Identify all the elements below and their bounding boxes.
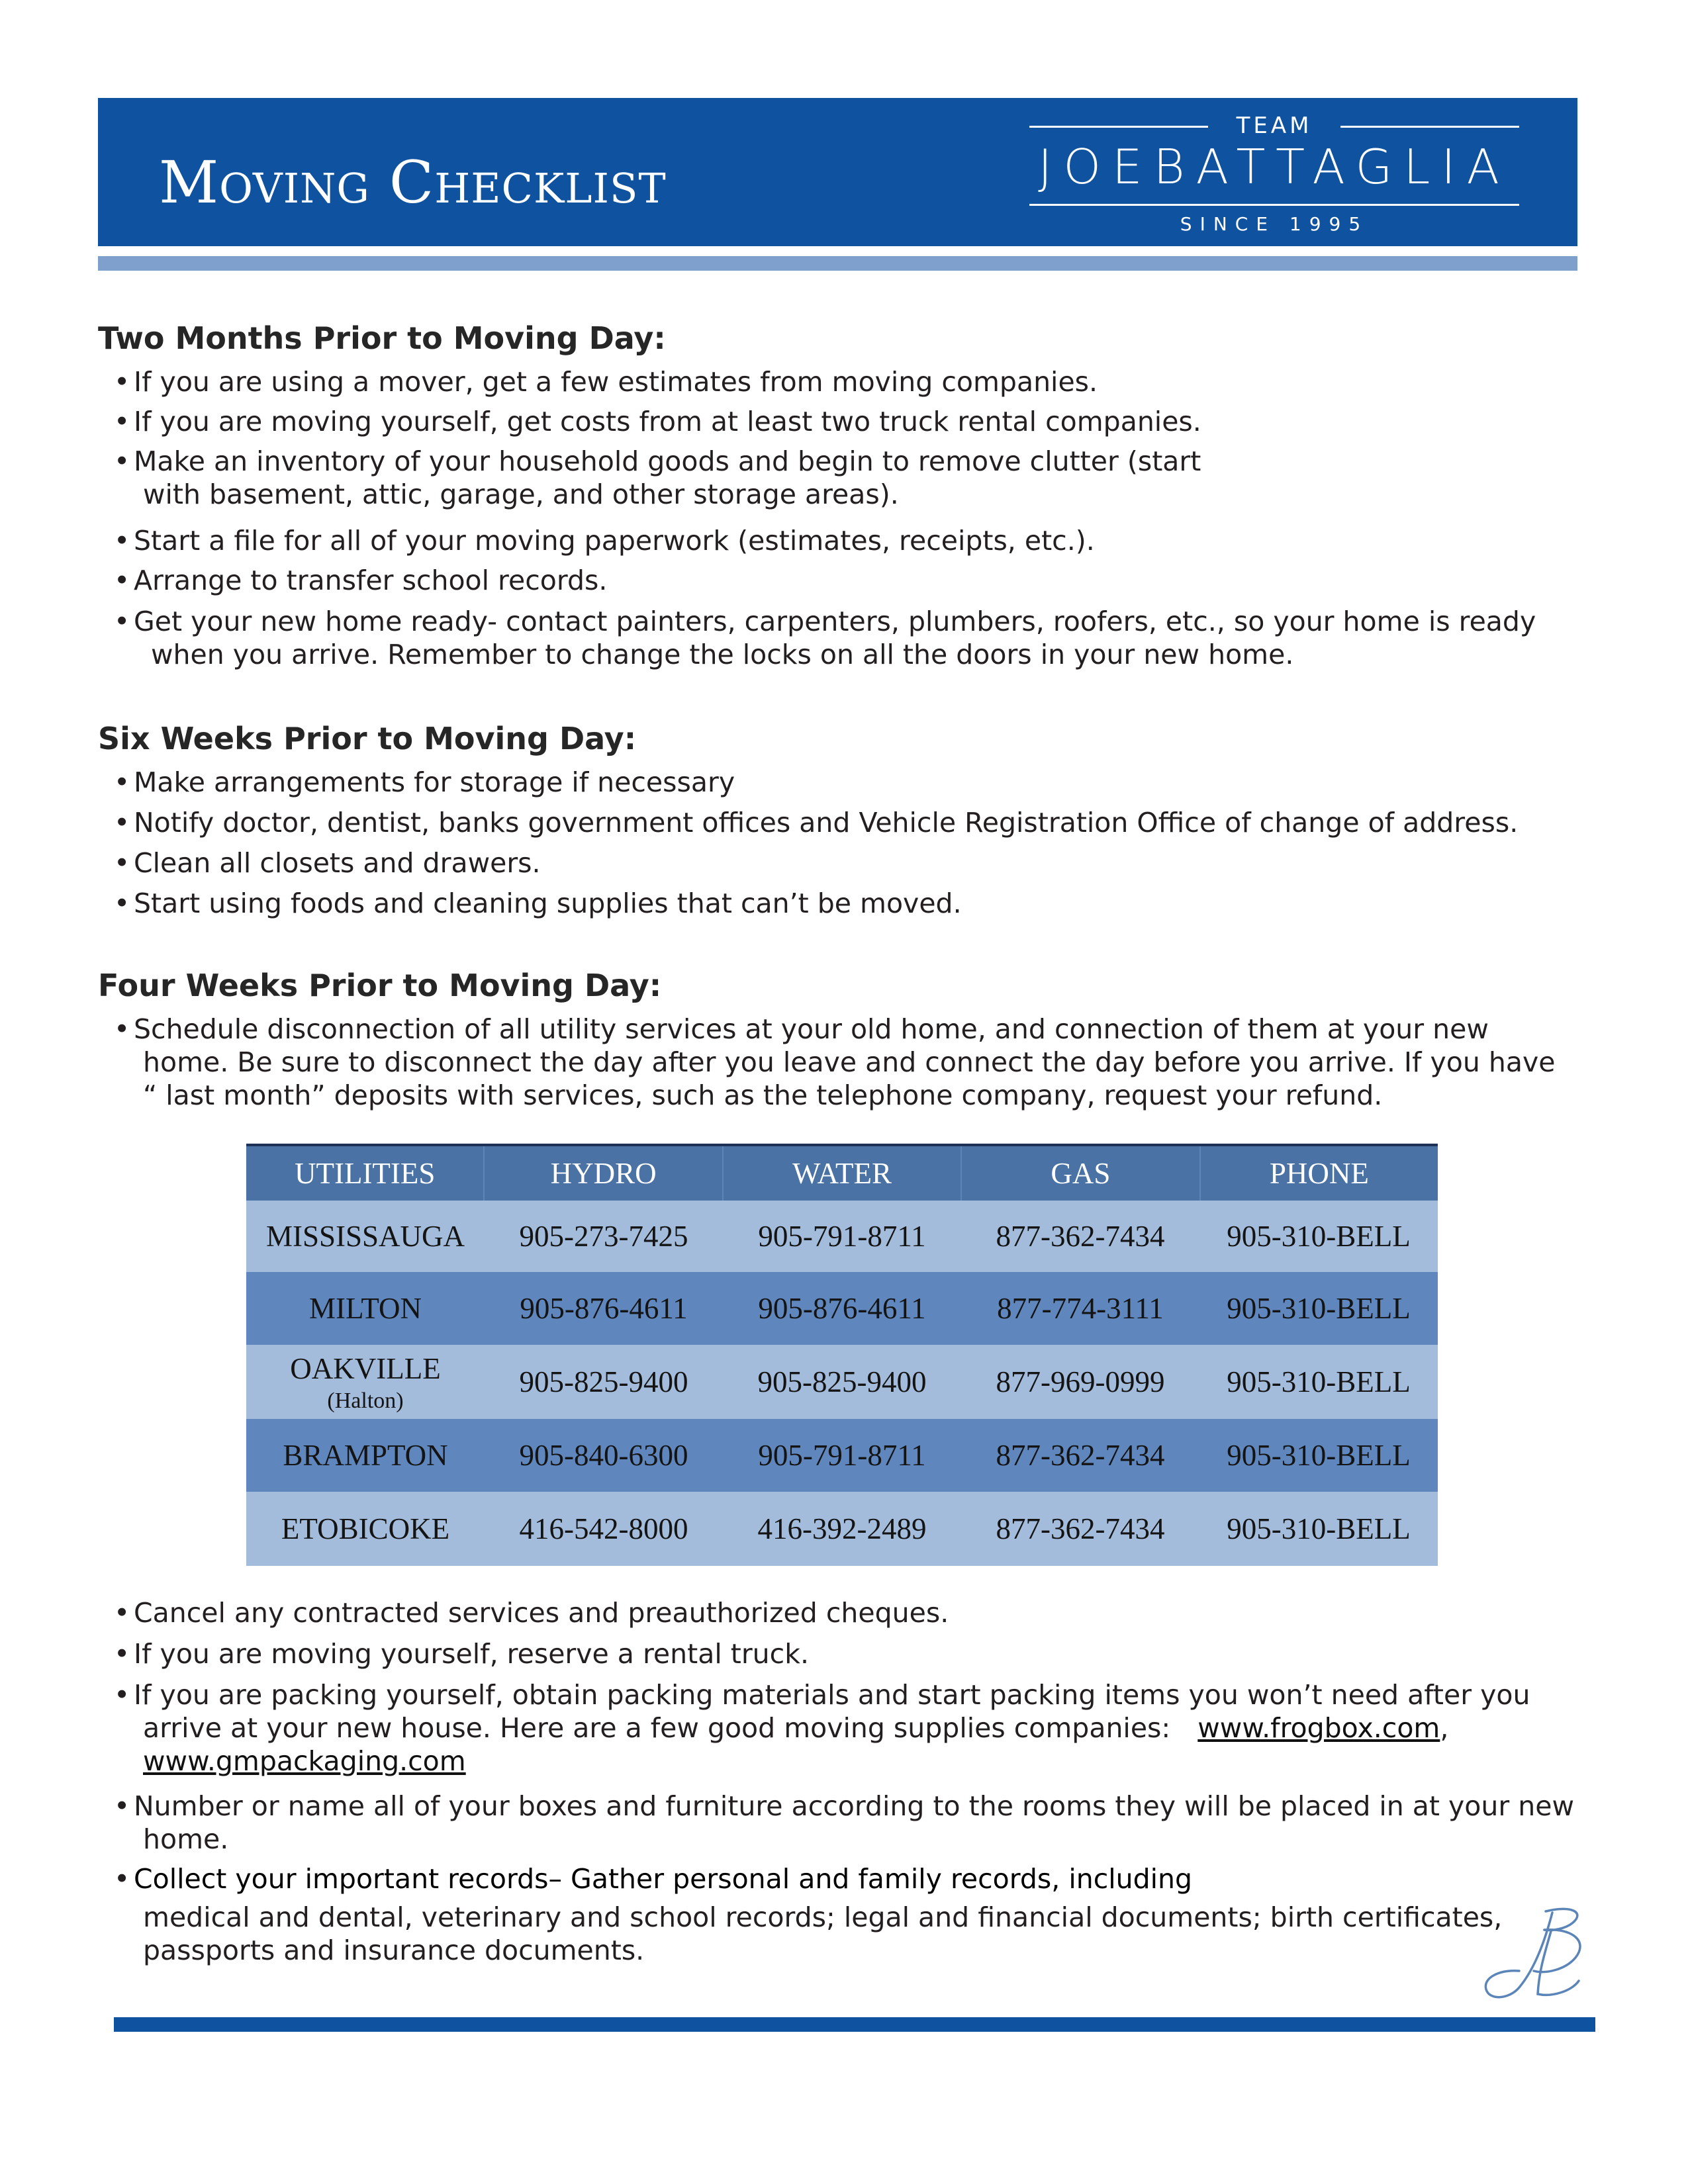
list-item-continuation: medical and dental, veterinary and school records; legal and financial documents; birth certificates, passports and insurance documents.: [143, 1901, 1503, 1966]
page-title: Moving Checklist: [159, 148, 667, 216]
table-cell: 905-310-BELL: [1227, 1439, 1411, 1472]
table-cell: 905-840-6300: [519, 1439, 688, 1472]
table-cell: 877-362-7434: [996, 1220, 1165, 1253]
list-item: • If you are moving yourself, reserve a rental truck.: [114, 1638, 809, 1670]
list-item: • Collect your important records– Gather personal and family records, including: [114, 1863, 1193, 1895]
list-item: • If you are moving yourself, get costs from at least two truck rental companies.: [114, 406, 1201, 437]
table-cell: 905-825-9400: [757, 1365, 927, 1398]
list-item: • Clean all closets and drawers.: [114, 847, 541, 879]
table-row: [246, 1345, 1438, 1419]
table-cell: 905-825-9400: [519, 1365, 688, 1398]
table-header-row: [246, 1144, 1438, 1201]
list-item: • If you are using a mover, get a few estimates from moving companies.: [114, 366, 1098, 398]
list-item: • Start a file for all of your moving paperwork (estimates, receipts, etc.).: [114, 525, 1095, 557]
jb-monogram-logo-icon: [1473, 1905, 1599, 2004]
list-item: • Cancel any contracted services and preauthorized cheques.: [114, 1597, 949, 1629]
table-row: [246, 1419, 1438, 1492]
table-cell: 905-310-BELL: [1227, 1220, 1411, 1253]
footer-bar: [114, 2017, 1595, 2032]
table-row: [246, 1492, 1438, 1566]
logo-rule: [1029, 126, 1208, 128]
table-cell: 877-362-7434: [996, 1512, 1165, 1545]
column-header: GAS: [962, 1146, 1200, 1201]
team-logo: [1029, 111, 1519, 240]
logo-team-text: TEAM: [1236, 113, 1313, 139]
section-heading: Four Weeks Prior to Moving Day:: [98, 968, 662, 1003]
column-header: UTILITIES: [246, 1146, 485, 1201]
table-cell-city: BRAMPTON: [283, 1439, 448, 1472]
city-name: OAKVILLE: [290, 1352, 441, 1385]
section-heading: Six Weeks Prior to Moving Day:: [98, 721, 637, 756]
table-cell: 905-310-BELL: [1227, 1292, 1411, 1325]
table-cell: 905-273-7425: [519, 1220, 688, 1253]
utilities-table: [246, 1144, 1438, 1566]
table-cell: 877-774-3111: [997, 1292, 1164, 1325]
logo-since-text: SINCE 1995: [1180, 213, 1369, 235]
logo-name-text: JOEBATTAGLIA: [1038, 139, 1511, 195]
table-cell-city: MILTON: [308, 1292, 422, 1325]
section-heading: Two Months Prior to Moving Day:: [98, 320, 666, 356]
table-row: [246, 1272, 1438, 1345]
logo-rule: [1340, 126, 1519, 128]
list-item: • Make an inventory of your household goods and begin to remove clutter (start with basement, attic, garage, and other storage areas).: [114, 445, 1201, 510]
table-cell: 905-876-4611: [520, 1292, 688, 1325]
table-cell: 877-362-7434: [996, 1439, 1165, 1472]
table-cell: 905-310-BELL: [1227, 1365, 1411, 1398]
list-item: • Get your new home ready- contact painters, carpenters, plumbers, roofers, etc., so your home is ready when you arrive. Remember to change the locks on all the doors in your new home.: [114, 606, 1536, 670]
table-cell: 905-310-BELL: [1227, 1512, 1411, 1545]
column-header: HYDRO: [485, 1146, 723, 1201]
list-item: • Make arrangements for storage if necessary: [114, 766, 735, 798]
list-item: • Number or name all of your boxes and furniture according to the rooms they will be placed in at your new home.: [114, 1790, 1575, 1855]
column-header: PHONE: [1269, 1157, 1369, 1190]
list-item: • Start using foods and cleaning supplies that can’t be moved.: [114, 887, 962, 919]
table-cell: 905-791-8711: [758, 1439, 926, 1472]
table-cell: 877-969-0999: [996, 1365, 1165, 1398]
frogbox-link[interactable]: www.frogbox.com: [1197, 1712, 1440, 1744]
table-row: [246, 1201, 1438, 1272]
list-item: • Schedule disconnection of all utility services at your old home, and connection of them at your new home. Be sure to disconnect the day after you leave and connect the day before you arrive. If you have “ last month” deposits with services, such as the telephone company, request your refund.: [114, 1013, 1556, 1111]
list-item: • If you are packing yourself, obtain packing materials and start packing items you won’t need after you arrive at your new house. Here are a few good moving supplies companies: www.frogbox.com, www.gmpackaging.com: [114, 1679, 1530, 1777]
list-item: • Arrange to transfer school records.: [114, 565, 608, 596]
gmpackaging-link[interactable]: www.gmpackaging.com: [143, 1745, 466, 1777]
table-cell-city: [246, 1345, 485, 1419]
city-subtitle: (Halton): [327, 1388, 404, 1413]
table-cell-city: ETOBICOKE: [281, 1512, 450, 1545]
table-cell: 416-542-8000: [519, 1512, 688, 1545]
table-cell: 905-791-8711: [758, 1220, 926, 1253]
list-item: • Notify doctor, dentist, banks government offices and Vehicle Registration Office of change of address.: [114, 807, 1519, 839]
table-cell: 416-392-2489: [757, 1512, 927, 1545]
header-accent-bar: [98, 256, 1577, 271]
table-cell-city: MISSISSAUGA: [265, 1220, 465, 1253]
logo-rule: [1029, 204, 1519, 206]
column-header: WATER: [724, 1146, 962, 1201]
table-cell: 905-876-4611: [758, 1292, 926, 1325]
